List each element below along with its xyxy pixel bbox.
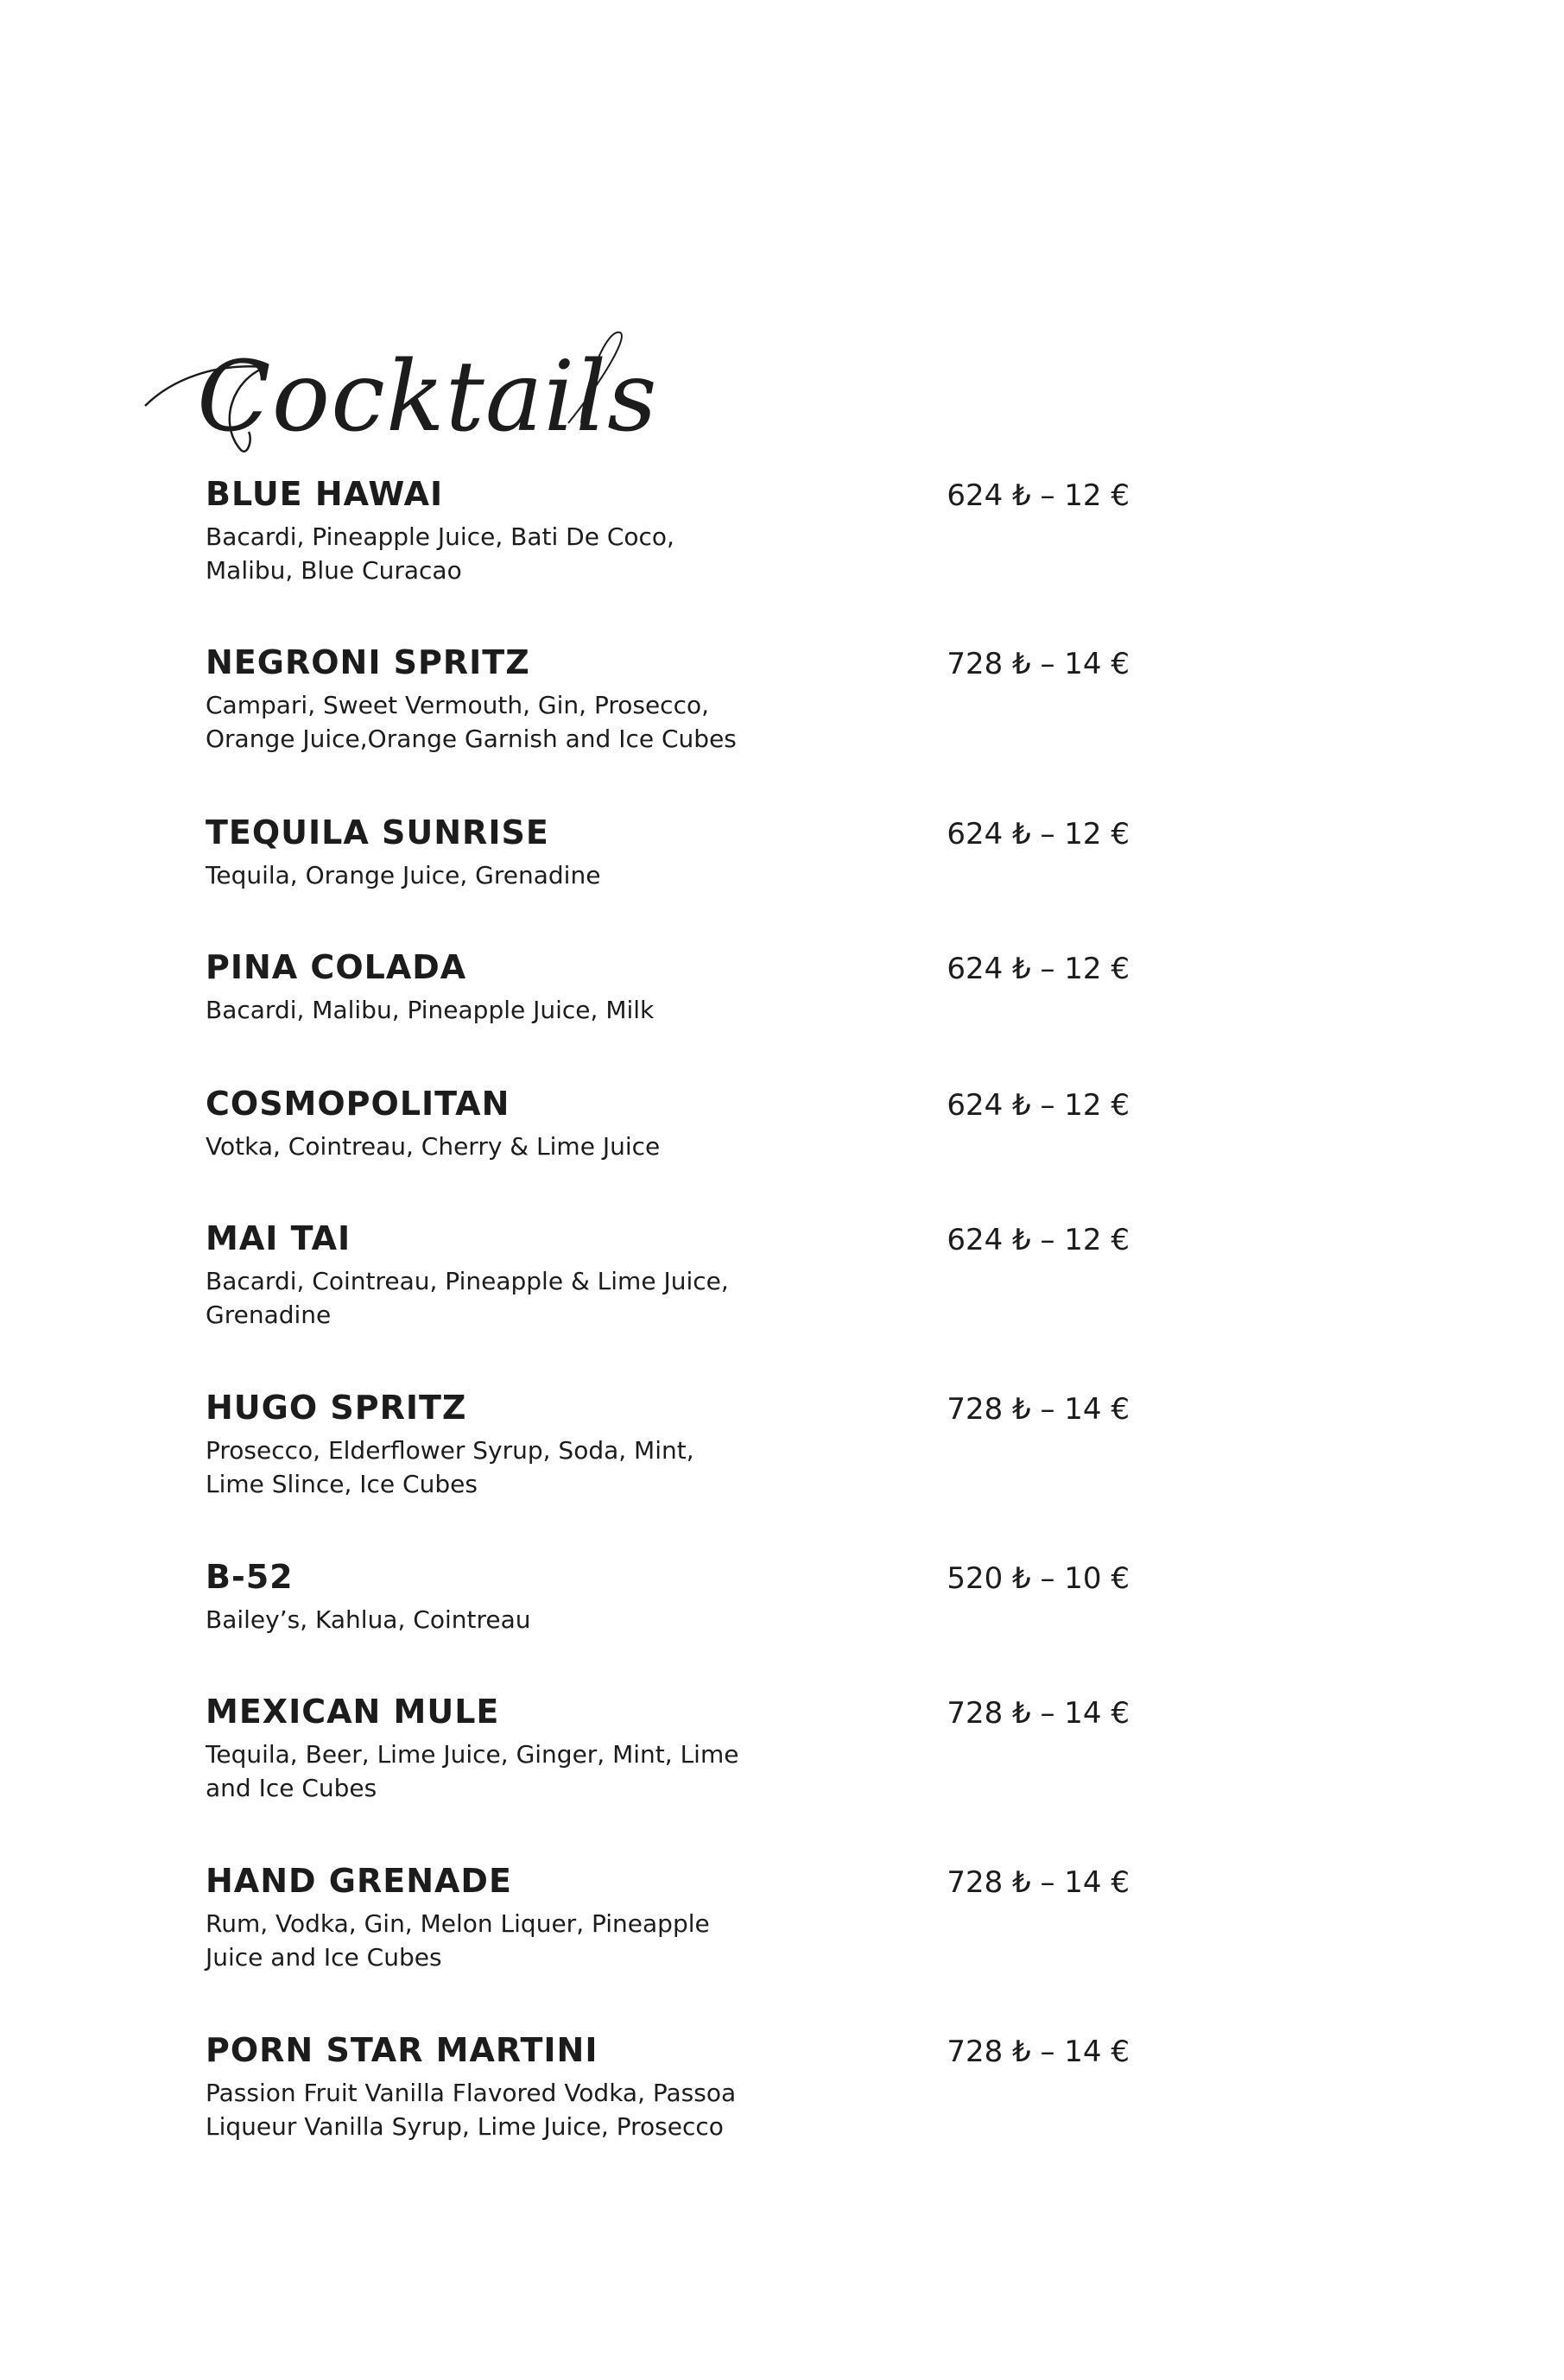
item-name: MAI TAI xyxy=(206,1219,351,1257)
item-name: MEXICAN MULE xyxy=(206,1693,500,1731)
item-name: HAND GRENADE xyxy=(206,1862,512,1900)
menu-title-text: Cocktails xyxy=(197,341,658,453)
menu-item xyxy=(206,2029,1130,2143)
menu-item xyxy=(206,812,1130,892)
menu-item xyxy=(206,1083,1130,1163)
menu-item xyxy=(206,1860,1130,1974)
item-description: Tequila, Beer, Lime Juice, Ginger, Mint, Lime and Ice Cubes xyxy=(206,1740,739,1802)
menu-item xyxy=(206,1556,1130,1636)
item-description: Campari, Sweet Vermouth, Gin, Prosecco, Orange Juice,Orange Garnish and Ice Cubes xyxy=(206,691,737,753)
menu-item xyxy=(206,1691,1130,1805)
menu-item xyxy=(206,473,1130,587)
item-description: Votka, Cointreau, Cherry & Lime Juice xyxy=(206,1132,661,1161)
menu-title-script xyxy=(136,328,658,466)
menu-item xyxy=(206,1387,1130,1501)
menu-item xyxy=(206,642,1130,756)
item-price: 624 ₺ – 12 € xyxy=(947,817,1130,851)
item-price: 728 ₺ – 14 € xyxy=(947,647,1130,681)
item-description: Bacardi, Malibu, Pineapple Juice, Milk xyxy=(206,996,655,1024)
item-description: Prosecco, Elderflower Syrup, Soda, Mint, Lime Slince, Ice Cubes xyxy=(206,1436,694,1498)
item-name: PORN STAR MARTINI xyxy=(206,2031,598,2069)
item-name: HUGO SPRITZ xyxy=(206,1389,467,1427)
item-name: NEGRONI SPRITZ xyxy=(206,643,530,681)
item-price: 728 ₺ – 14 € xyxy=(947,1392,1130,1427)
item-description: Rum, Vodka, Gin, Melon Liquer, Pineapple Juice and Ice Cubes xyxy=(206,1909,710,1972)
item-name: COSMOPOLITAN xyxy=(206,1085,510,1123)
item-price: 624 ₺ – 12 € xyxy=(947,952,1130,986)
item-description: Bailey’s, Kahlua, Cointreau xyxy=(206,1605,531,1634)
item-name: TEQUILA SUNRISE xyxy=(206,813,549,851)
menu-title xyxy=(136,328,658,466)
item-name: BLUE HAWAI xyxy=(206,475,444,513)
item-price: 728 ₺ – 14 € xyxy=(947,1865,1130,1900)
item-description: Passion Fruit Vanilla Flavored Vodka, Passoa Liqueur Vanilla Syrup, Lime Juice, Prosecco xyxy=(206,2079,737,2141)
item-price: 520 ₺ – 10 € xyxy=(947,1561,1130,1596)
item-description: Bacardi, Pineapple Juice, Bati De Coco, Malibu, Blue Curacao xyxy=(206,522,674,585)
menu-item xyxy=(206,946,1130,1027)
menu-item xyxy=(206,1218,1130,1332)
item-name: B-52 xyxy=(206,1558,294,1596)
item-price: 624 ₺ – 12 € xyxy=(947,478,1130,513)
item-name: PINA COLADA xyxy=(206,948,467,986)
item-description: Bacardi, Cointreau, Pineapple & Lime Juice, Grenadine xyxy=(206,1267,729,1329)
item-price: 624 ₺ – 12 € xyxy=(947,1223,1130,1257)
item-price: 728 ₺ – 14 € xyxy=(947,2035,1130,2069)
item-price: 728 ₺ – 14 € xyxy=(947,1696,1130,1731)
item-description: Tequila, Orange Juice, Grenadine xyxy=(206,861,601,889)
item-price: 624 ₺ – 12 € xyxy=(947,1088,1130,1123)
